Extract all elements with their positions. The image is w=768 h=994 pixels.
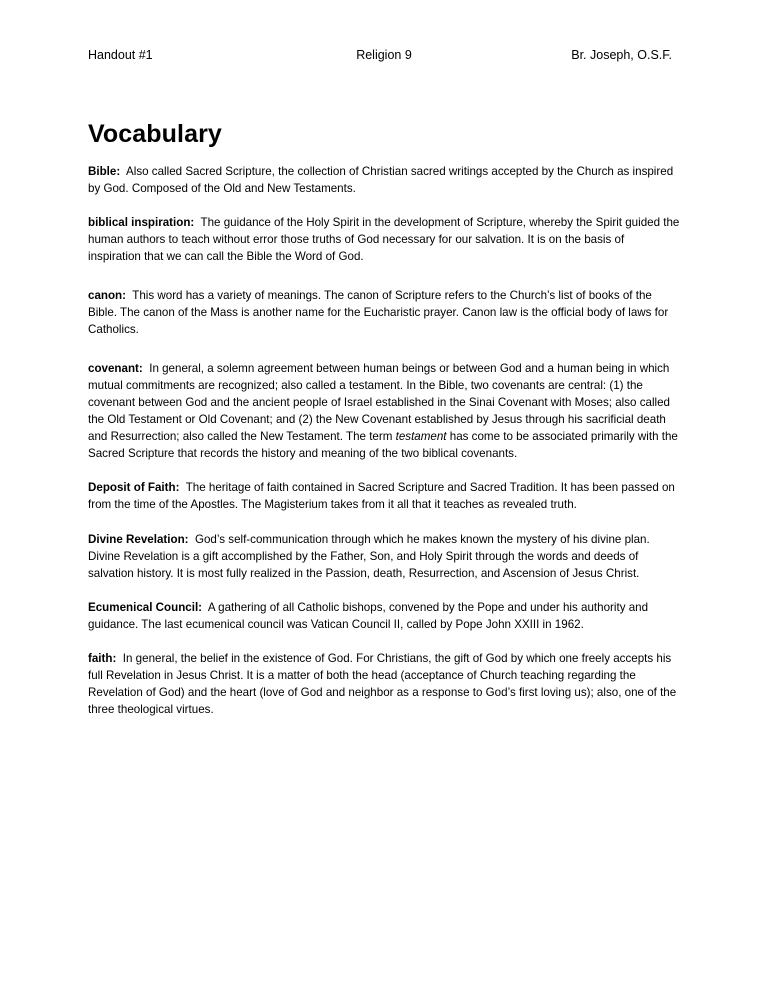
vocabulary-entry-faith xyxy=(88,650,680,718)
definition-text: The heritage of faith contained in Sacred Scripture and Sacred Tradition. It has been passed on from the time of the Apostles. The Magisterium takes from it all that it teaches as revealed truth. xyxy=(88,481,675,512)
header-author-label: Br. Joseph, O.S.F. xyxy=(571,48,672,62)
vocabulary-entry-canon xyxy=(88,287,680,338)
term-label: Deposit of Faith: xyxy=(88,481,180,495)
term-label: Divine Revelation: xyxy=(88,532,189,546)
term-label: biblical inspiration: xyxy=(88,216,195,230)
definition-text-part-2: has come to be associated primarily with the Sacred Scripture that records the history and meaning of the two biblical covenants. xyxy=(88,430,678,461)
term-label: covenant: xyxy=(88,362,143,376)
definition-text: A gathering of all Catholic bishops, convened by the Pope and under his authority and guidance. The last ecumenical council was Vatican Council II, called by Pope John XXIII in 1962. xyxy=(88,600,649,631)
page-title: Vocabulary xyxy=(88,120,222,148)
header-course-label: Religion 9 xyxy=(356,48,412,62)
term-label: faith: xyxy=(88,651,117,665)
vocabulary-entry-bible xyxy=(88,163,680,197)
page-header xyxy=(88,48,680,62)
definition-text-part-1: In general, a solemn agreement between human beings or between God and a human being in which mutual commitments are recognized; also called a testament. In the Bible, two covenants are central: (1) the covenant between God and the ancient people of Israel established in the Sinai Covenant with Moses; also called the Old Testament or Old Covenant; and (2) the New Covenant established by Jesus through his sacrificial death and Resurrection; also called the New Testament. The term xyxy=(88,362,670,444)
vocabulary-list xyxy=(88,163,680,718)
header-handout-label: Handout #1 xyxy=(88,48,153,62)
term-label: Ecumenical Council: xyxy=(88,600,203,614)
term-label: canon: xyxy=(88,289,127,303)
definition-text: In general, the belief in the existence of God. For Christians, the gift of God by which one freely accepts his full Revelation in Jesus Christ. It is a matter of both the head (acceptance of Church teaching regarding the Revelation of God) and the heart (love of God and neighbor as a response to God’s first loving us); also, one of the three theological virtues. xyxy=(88,651,677,716)
definition-italic-term: testament xyxy=(395,430,447,444)
term-label: Bible: xyxy=(88,165,121,178)
definition-text: This word has a variety of meanings. The canon of Scripture refers to the Church’s list of books of the Bible. The canon of the Mass is another name for the Eucharistic prayer. Canon law is the official body of laws for Catholics. xyxy=(88,289,669,337)
definition-text: God’s self-communication through which he makes known the mystery of his divine plan. Divine Revelation is a gift accomplished by the Father, Son, and Holy Spirit through the words and deeds of salvation history. It is most fully realized in the Passion, death, Resurrection, and Ascension of Jesus Christ. xyxy=(88,532,650,580)
definition-text: The guidance of the Holy Spirit in the development of Scripture, whereby the Spirit guided the human authors to teach without error those truths of God necessary for our salvation. It is on the basis of inspiration that we can call the Bible the Word of God. xyxy=(88,216,680,264)
vocabulary-entry-deposit-of-faith xyxy=(88,479,680,513)
vocabulary-entry-covenant xyxy=(88,360,680,462)
vocabulary-entry-ecumenical-council xyxy=(88,599,680,633)
vocabulary-entry-biblical-inspiration xyxy=(88,214,680,265)
definition-text: Also called Sacred Scripture, the collection of Christian sacred writings accepted by the Church as inspired by God. Composed of the Old and New Testaments. xyxy=(88,165,674,196)
vocabulary-entry-divine-revelation xyxy=(88,531,680,582)
